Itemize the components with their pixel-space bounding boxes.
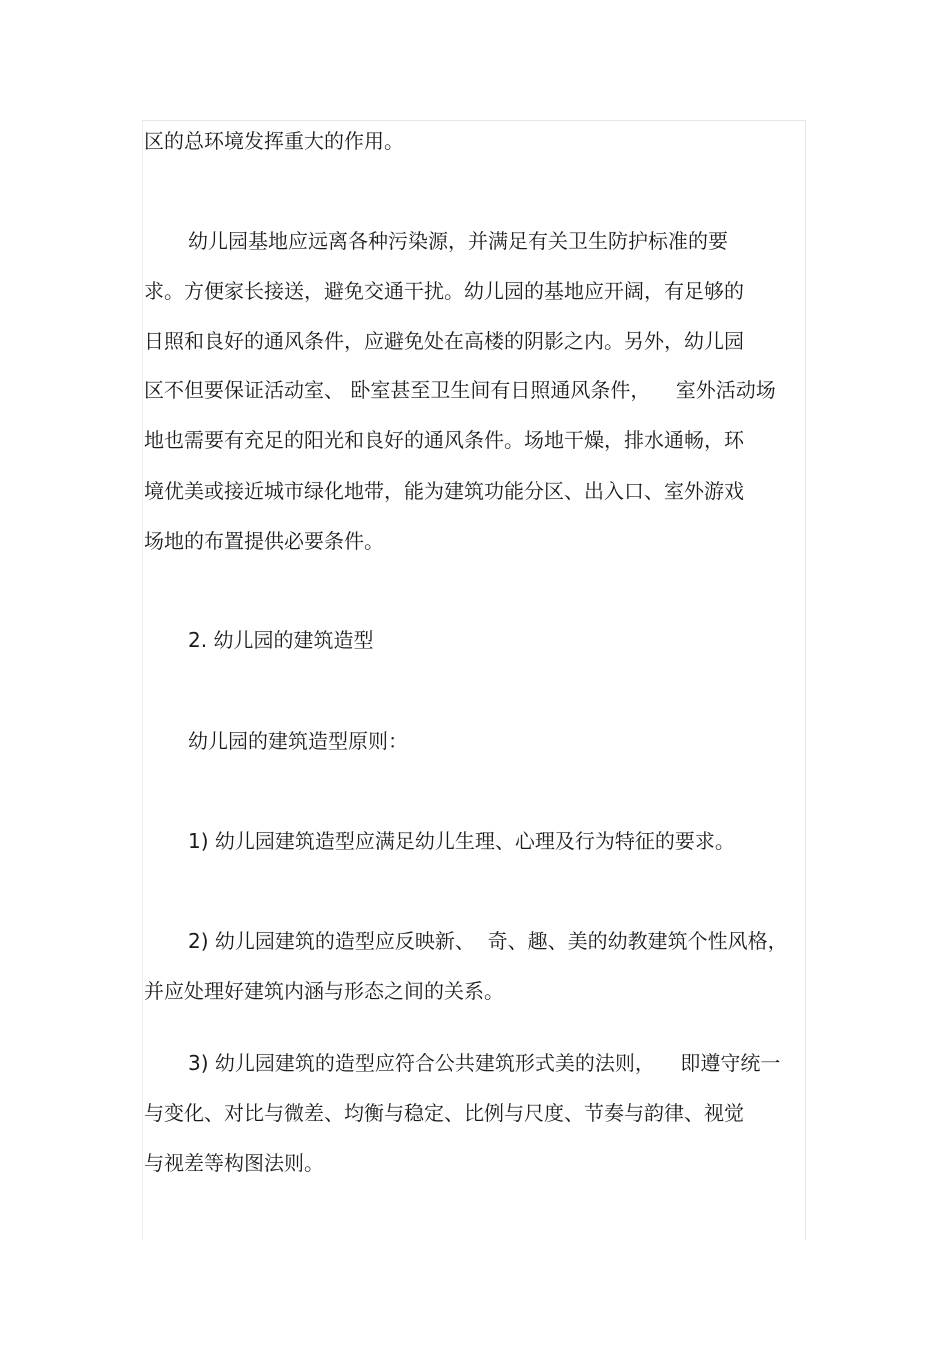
paragraph-line: 日照和良好的通风条件，应避免处在高楼的阴影之内。另外，幼儿园	[144, 329, 744, 353]
list-item-line: 与变化、对比与微差、均衡与稳定、比例与尺度、节奏与韵律、视觉	[144, 1101, 744, 1125]
paragraph-line: 幼儿园基地应远离各种污染源，并满足有关卫生防护标准的要	[188, 229, 728, 253]
paragraph-line: 区的总环境发挥重大的作用。	[144, 129, 404, 153]
paragraph-line: 地也需要有充足的阳光和良好的通风条件。场地干燥，排水通畅，环	[144, 428, 744, 452]
paragraph-line: 场地的布置提供必要条件。	[144, 529, 384, 553]
list-item-line: 并应处理好建筑内涵与形态之间的关系。	[144, 979, 504, 1003]
section-heading: 2. 幼儿园的建筑造型	[188, 628, 374, 652]
list-item-line: 2) 幼儿园建筑的造型应反映新、 奇、趣、美的幼教建筑个性风格，	[188, 929, 788, 953]
list-item-line: 3) 幼儿园建筑的造型应符合公共建筑形式美的法则， 即遵守统一	[188, 1051, 781, 1075]
paragraph-line: 幼儿园的建筑造型原则：	[188, 729, 408, 753]
paragraph-line: 区不但要保证活动室、 卧室甚至卫生间有日照通风条件， 室外活动场	[144, 378, 776, 402]
paragraph-line: 境优美或接近城市绿化地带，能为建筑功能分区、出入口、室外游戏	[144, 479, 744, 503]
list-item-line: 与视差等构图法则。	[144, 1151, 324, 1175]
paragraph-line: 求。方便家长接送，避免交通干扰。幼儿园的基地应开阔，有足够的	[144, 279, 744, 303]
list-item-line: 1) 幼儿园建筑造型应满足幼儿生理、心理及行为特征的要求。	[188, 829, 735, 853]
